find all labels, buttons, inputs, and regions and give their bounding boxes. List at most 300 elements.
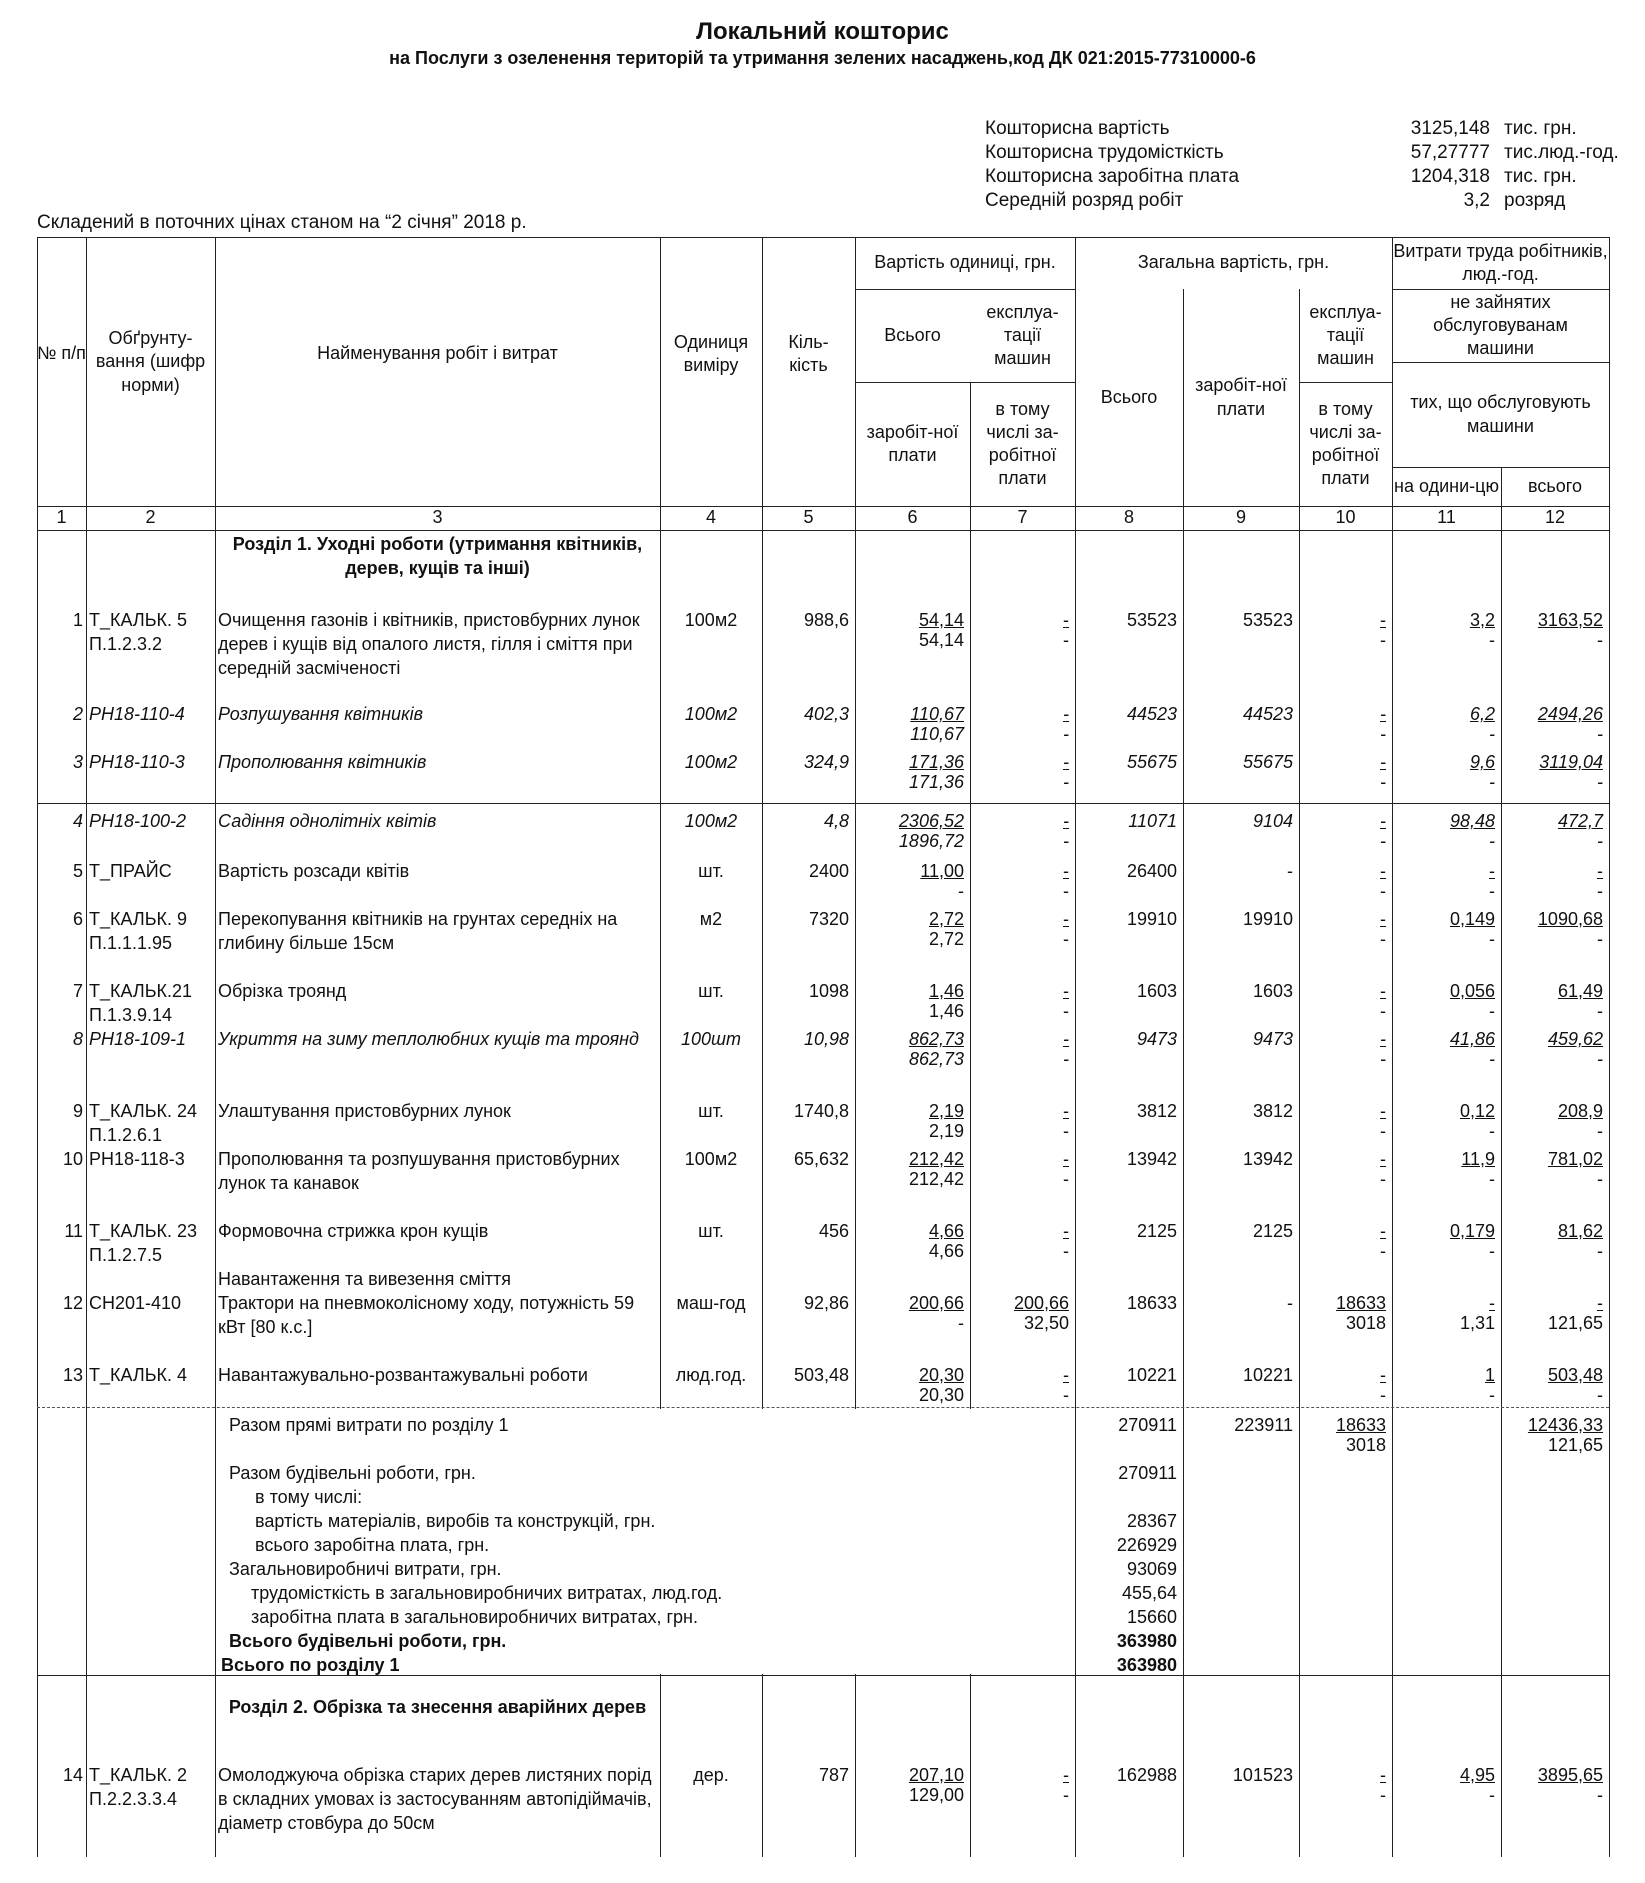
labor-total: 81,62 xyxy=(1557,1221,1603,1241)
work-name: Розпушування квітників xyxy=(218,704,423,724)
norm-code: РН18-118-3 xyxy=(89,1149,185,1169)
total-machines-salary: - xyxy=(1380,1785,1386,1805)
row-number: 9 xyxy=(72,1101,83,1121)
summary-label: Кошторисна заробітна плата xyxy=(985,166,1240,187)
section-title: Розділ 2. Обрізка та знесення аварійних дерев xyxy=(228,1697,647,1717)
summary-value: 57,27777 xyxy=(1410,142,1490,163)
labor-per-unit: 11,9 xyxy=(1461,1149,1495,1169)
summary-value: 3125,148 xyxy=(1410,118,1490,139)
total-cost: 3812 xyxy=(1136,1101,1177,1121)
header-unit: Одиниця виміру xyxy=(673,331,749,375)
unit-cost-total: 110,67 xyxy=(910,704,964,724)
unit-cost-total: 171,36 xyxy=(908,752,964,772)
unit-cost-salary: 110,67 xyxy=(910,724,964,744)
labor-machines-per-unit: - xyxy=(1489,1049,1495,1069)
unit-cost-machines: - xyxy=(1063,981,1069,1001)
total-machines-salary: - xyxy=(1380,630,1386,650)
unit-cost-machines: - xyxy=(1063,1765,1069,1785)
total-machines: - xyxy=(1380,1221,1386,1241)
total-salary: 101523 xyxy=(1232,1765,1293,1785)
header-labor-machines: тих, що обслуговують машини xyxy=(1410,392,1591,436)
totals-line-label: всього заробітна плата, грн. xyxy=(255,1535,490,1555)
row-number: 14 xyxy=(62,1765,83,1785)
quantity: 2400 xyxy=(808,861,849,881)
column-number: 4 xyxy=(705,507,716,528)
total-cost: 10221 xyxy=(1126,1365,1177,1385)
row-number: 3 xyxy=(72,752,83,772)
totals-line-value: 270911 xyxy=(1118,1463,1177,1483)
unit-cost-salary: - xyxy=(958,881,964,901)
unit-cost-salary: 54,14 xyxy=(918,630,964,650)
labor-machines-per-unit: 1,31 xyxy=(1459,1313,1495,1333)
unit-cost-machines: - xyxy=(1063,1365,1069,1385)
quantity: 7320 xyxy=(808,909,849,929)
quantity: 4,8 xyxy=(823,811,849,831)
labor-machines-total: - xyxy=(1597,724,1603,744)
labor-total: 2494,26 xyxy=(1537,704,1603,724)
quantity: 65,632 xyxy=(793,1149,849,1169)
norm-code: РН18-110-4 xyxy=(89,704,185,724)
work-name: Прополювання та розпушування пристовбурних лунок та канавок xyxy=(218,1149,620,1193)
total-salary: 44523 xyxy=(1242,704,1293,724)
labor-per-unit: 98,48 xyxy=(1449,811,1495,831)
unit-cost-machines-salary: - xyxy=(1063,1785,1069,1805)
quantity: 1098 xyxy=(808,981,849,1001)
totals-line-label: заробітна плата в загальновиробничих витратах, грн. xyxy=(251,1607,698,1627)
unit-cost-machines-salary: - xyxy=(1063,929,1069,949)
header-unit-total: Всього xyxy=(884,324,941,345)
total-salary: 2125 xyxy=(1252,1221,1293,1241)
labor-machines-per-unit: - xyxy=(1489,1001,1495,1021)
header-total-salary: заробіт-ної плати xyxy=(1195,375,1287,419)
labor-machines-total: - xyxy=(1597,772,1603,792)
unit-of-measure: 100м2 xyxy=(684,752,738,772)
norm-code: РН18-110-3 xyxy=(89,752,185,772)
unit-cost-total: 212,42 xyxy=(908,1149,964,1169)
total-machines-salary: - xyxy=(1380,1385,1386,1405)
summary-row xyxy=(985,190,1625,214)
header-total-cost: Загальна вартість, грн. xyxy=(1137,252,1330,273)
summary-block xyxy=(985,118,1625,214)
norm-code: РН18-109-1 xyxy=(89,1029,187,1049)
total-cost: 1603 xyxy=(1136,981,1177,1001)
quantity: 324,9 xyxy=(803,752,849,772)
column-divider xyxy=(215,237,216,1857)
total-machines: - xyxy=(1380,1149,1386,1169)
labor-machines-total: - xyxy=(1597,1785,1603,1805)
work-name: Омолоджуюча обрізка старих дерев листяних порід в складних умовах із застосуванням автопідіймачів, діаметр стовбура до 50см xyxy=(218,1765,652,1833)
labor-machines-per-unit: - xyxy=(1489,1785,1495,1805)
totals-line-label: Всього будівельні роботи, грн. xyxy=(229,1631,507,1651)
row-number: 10 xyxy=(62,1149,83,1169)
total-machines: - xyxy=(1380,1029,1386,1049)
quantity: 402,3 xyxy=(803,704,849,724)
labor-total: 3163,52 xyxy=(1537,610,1603,630)
totals-line-value: 28367 xyxy=(1126,1511,1177,1531)
labor-machines-total: - xyxy=(1597,1121,1603,1141)
labor-machines-per-unit: - xyxy=(1489,724,1495,744)
row-number: 2 xyxy=(72,704,83,724)
work-name: Навантажувально-розвантажувальні роботи xyxy=(218,1365,588,1385)
unit-cost-machines: - xyxy=(1063,1029,1069,1049)
total-salary: 13942 xyxy=(1242,1149,1293,1169)
labor-machines-per-unit: - xyxy=(1489,772,1495,792)
labor-machines-per-unit: - xyxy=(1489,630,1495,650)
unit-of-measure: 100шт xyxy=(681,1029,741,1049)
row-number: 4 xyxy=(72,811,83,831)
labor-per-unit: 0,056 xyxy=(1449,981,1495,1001)
summary-unit: тис. грн. xyxy=(1504,166,1577,187)
summary-unit: тис.люд.-год. xyxy=(1504,142,1619,163)
labor-per-unit: - xyxy=(1489,861,1495,881)
labor-machines-per-unit: - xyxy=(1489,1385,1495,1405)
row-number: 11 xyxy=(64,1221,83,1241)
labor-total: 61,49 xyxy=(1557,981,1603,1001)
labor-per-unit: 0,179 xyxy=(1449,1221,1495,1241)
summary-label: Кошторисна вартість xyxy=(985,118,1170,139)
unit-cost-total: 862,73 xyxy=(908,1029,964,1049)
unit-cost-salary: 4,66 xyxy=(928,1241,964,1261)
summary-value: 3,2 xyxy=(1463,190,1490,211)
unit-cost-total: 2306,52 xyxy=(898,811,964,831)
quantity: 10,98 xyxy=(803,1029,849,1049)
row-number: 1 xyxy=(72,610,83,630)
unit-cost-total: 11,00 xyxy=(920,861,964,881)
column-number: 3 xyxy=(432,507,443,528)
row-number: 7 xyxy=(72,981,83,1001)
labor-machines-total: - xyxy=(1597,1241,1603,1261)
unit-cost-machines: - xyxy=(1063,861,1069,881)
unit-cost-total: 207,10 xyxy=(908,1765,964,1785)
unit-of-measure: шт. xyxy=(698,1101,724,1121)
total-machines: 18633 xyxy=(1335,1293,1386,1313)
total-machines-salary: 3018 xyxy=(1345,1313,1386,1333)
work-name: Обрізка троянд xyxy=(218,981,347,1001)
unit-cost-machines-salary: - xyxy=(1063,772,1069,792)
unit-of-measure: шт. xyxy=(698,1221,724,1241)
work-name: Формовочна стрижка крон кущів xyxy=(218,1221,489,1241)
labor-per-unit: 0,149 xyxy=(1449,909,1495,929)
unit-cost-salary: 20,30 xyxy=(918,1385,964,1405)
unit-cost-machines-salary: - xyxy=(1063,1049,1069,1069)
unit-cost-machines: - xyxy=(1063,752,1069,772)
total-cost: 9473 xyxy=(1136,1029,1177,1049)
labor-machines-total: - xyxy=(1597,831,1603,851)
row-number: 6 xyxy=(72,909,83,929)
labor-machines-total: - xyxy=(1597,1169,1603,1189)
total-machines-salary: - xyxy=(1380,881,1386,901)
row-number: 8 xyxy=(72,1029,83,1049)
unit-cost-total: 2,19 xyxy=(928,1101,964,1121)
header-basis: Обґрунту-вання (шифр норми) xyxy=(95,328,206,395)
totals-direct-salary: 223911 xyxy=(1234,1415,1293,1435)
unit-of-measure: 100м2 xyxy=(684,811,738,831)
column-number: 11 xyxy=(1437,507,1456,528)
unit-cost-total: 4,66 xyxy=(928,1221,964,1241)
labor-machines-per-unit: - xyxy=(1489,1169,1495,1189)
total-machines: - xyxy=(1380,1765,1386,1785)
labor-total: - xyxy=(1597,861,1603,881)
header-unit-incl-salary: в тому числі за-робітної плати xyxy=(986,398,1059,489)
labor-total: 1090,68 xyxy=(1537,909,1603,929)
quantity: 787 xyxy=(818,1765,849,1785)
totals-line-value: 363980 xyxy=(1116,1631,1177,1651)
total-machines-salary: - xyxy=(1380,1001,1386,1021)
header-name: Найменування робіт і витрат xyxy=(317,343,558,364)
labor-total: - xyxy=(1597,1293,1603,1313)
labor-total: 208,9 xyxy=(1557,1101,1603,1121)
unit-cost-salary: 129,00 xyxy=(908,1785,964,1805)
column-number: 9 xyxy=(1235,507,1246,528)
totals-separator xyxy=(37,1407,1609,1408)
total-machines-salary: - xyxy=(1380,929,1386,949)
summary-row xyxy=(985,142,1625,166)
unit-of-measure: 100м2 xyxy=(684,610,738,630)
column-number: 5 xyxy=(803,507,814,528)
unit-cost-total: 54,14 xyxy=(918,610,964,630)
summary-label: Кошторисна трудомісткість xyxy=(985,142,1224,163)
unit-cost-machines-salary: - xyxy=(1063,1121,1069,1141)
labor-total: 459,62 xyxy=(1547,1029,1603,1049)
total-machines: - xyxy=(1380,704,1386,724)
unit-cost-total: 1,46 xyxy=(928,981,964,1001)
column-number: 7 xyxy=(1017,507,1028,528)
norm-code: Т_ПРАЙС xyxy=(89,861,172,881)
total-salary: 10221 xyxy=(1242,1365,1293,1385)
labor-machines-total: - xyxy=(1597,1385,1603,1405)
summary-value: 1204,318 xyxy=(1410,166,1490,187)
total-machines: - xyxy=(1380,610,1386,630)
total-machines-salary: - xyxy=(1380,1049,1386,1069)
total-machines: - xyxy=(1380,1365,1386,1385)
total-machines-salary: - xyxy=(1380,831,1386,851)
work-name: Трактори на пневмоколісному ходу, потужність 59 кВт [80 к.с.] xyxy=(218,1293,635,1337)
labor-total: 472,7 xyxy=(1557,811,1603,831)
unit-cost-machines: - xyxy=(1063,1149,1069,1169)
norm-code: Т_КАЛЬК. 5 П.1.2.3.2 xyxy=(89,610,188,654)
unit-cost-machines-salary: - xyxy=(1063,630,1069,650)
row-number: 13 xyxy=(62,1365,83,1385)
total-salary: 53523 xyxy=(1242,610,1293,630)
work-name: Укриття на зиму теплолюбних кущів та троянд xyxy=(218,1029,639,1049)
quantity: 1740,8 xyxy=(793,1101,849,1121)
labor-machines-total: - xyxy=(1597,881,1603,901)
labor-machines-total: - xyxy=(1597,1001,1603,1021)
labor-machines-total: - xyxy=(1597,929,1603,949)
column-number: 6 xyxy=(907,507,918,528)
totals-line-value: 455,64 xyxy=(1121,1583,1177,1603)
totals-line-label: трудомісткість в загальновиробничих витратах, люд.год. xyxy=(251,1583,723,1603)
unit-of-measure: 100м2 xyxy=(684,1149,738,1169)
unit-of-measure: дер. xyxy=(693,1765,729,1785)
header-labor-not-machines: не зайнятих обслуговуванам машини xyxy=(1433,291,1568,359)
prices-note: Складений в поточних цінах станом на “2 січня” 2018 р. xyxy=(37,212,527,233)
labor-machines-per-unit: - xyxy=(1489,1121,1495,1141)
unit-cost-machines: - xyxy=(1063,1101,1069,1121)
header-total-machines: експлуа-тації машин xyxy=(1309,301,1382,369)
header-labor-total: всього xyxy=(1528,475,1582,496)
labor-total: 503,48 xyxy=(1547,1365,1603,1385)
column-number: 8 xyxy=(1123,507,1134,528)
work-name: Перекопування квітників на грунтах середніх на глибину більше 15см xyxy=(218,909,618,953)
work-name: Прополювання квітників xyxy=(218,752,427,772)
norm-code: СН201-410 xyxy=(89,1293,182,1313)
labor-per-unit: 9,6 xyxy=(1469,752,1495,772)
norm-code: Т_КАЛЬК.21 П.1.3.9.14 xyxy=(89,981,193,1025)
header-total-all: Всього xyxy=(1100,386,1158,407)
row-number: 12 xyxy=(62,1293,83,1313)
header-quantity: Кіль-кість xyxy=(788,331,829,375)
unit-cost-total: 200,66 xyxy=(908,1293,964,1313)
row-separator xyxy=(37,803,1609,804)
norm-code: РН18-100-2 xyxy=(89,811,187,831)
total-machines: - xyxy=(1380,1101,1386,1121)
work-prefix: Навантаження та вивезення сміття xyxy=(218,1269,512,1289)
unit-cost-machines: - xyxy=(1063,610,1069,630)
unit-cost-machines-salary: - xyxy=(1063,724,1069,744)
header-total-incl-salary: в тому числі за-робітної плати xyxy=(1309,398,1382,489)
unit-cost-machines-salary: - xyxy=(1063,881,1069,901)
labor-total: 3119,04 xyxy=(1539,752,1603,772)
unit-cost-machines: - xyxy=(1063,704,1069,724)
column-number: 2 xyxy=(145,507,156,528)
unit-cost-total: 2,72 xyxy=(928,909,964,929)
header-unit-salary: заробіт-ної плати xyxy=(866,421,959,465)
totals-line-value: 93069 xyxy=(1126,1559,1177,1579)
unit-cost-machines: 200,66 xyxy=(1013,1293,1069,1313)
unit-of-measure: люд.год. xyxy=(675,1365,747,1385)
total-machines-salary: - xyxy=(1380,1121,1386,1141)
total-salary: - xyxy=(1287,1293,1293,1313)
labor-machines-per-unit: - xyxy=(1489,929,1495,949)
quantity: 456 xyxy=(818,1221,849,1241)
quantity: 503,48 xyxy=(793,1365,849,1385)
unit-cost-total: 20,30 xyxy=(918,1365,964,1385)
labor-machines-total: - xyxy=(1597,630,1603,650)
document-subtitle: на Послуги з озеленення територій та утримання зелених насаджень,код ДК 021:2015-77310000-6 xyxy=(389,48,1256,68)
norm-code: Т_КАЛЬК. 4 xyxy=(89,1365,188,1385)
totals-direct-cost: 270911 xyxy=(1118,1415,1177,1435)
header-labor-per-unit: на одини-цю xyxy=(1394,475,1499,496)
labor-per-unit: - xyxy=(1489,1293,1495,1313)
unit-cost-salary: 212,42 xyxy=(908,1169,964,1189)
unit-cost-machines-salary: - xyxy=(1063,1241,1069,1261)
header-labor: Витрати труда робітників, люд.-год. xyxy=(1393,240,1608,284)
labor-per-unit: 0,12 xyxy=(1459,1101,1495,1121)
totals-line-value: 226929 xyxy=(1116,1535,1177,1555)
summary-unit: розряд xyxy=(1504,190,1566,211)
total-cost: 162988 xyxy=(1116,1765,1177,1785)
labor-machines-total: - xyxy=(1597,1049,1603,1069)
total-machines-salary: - xyxy=(1380,724,1386,744)
unit-cost-salary: 1896,72 xyxy=(898,831,964,851)
unit-cost-machines-salary: 32,50 xyxy=(1023,1313,1069,1333)
unit-cost-machines-salary: - xyxy=(1063,831,1069,851)
total-salary: 9104 xyxy=(1252,811,1293,831)
unit-cost-machines: - xyxy=(1063,811,1069,831)
total-machines: - xyxy=(1380,861,1386,881)
totals-line-label: Всього по розділу 1 xyxy=(221,1655,400,1675)
labor-machines-per-unit: - xyxy=(1489,831,1495,851)
column-number: 10 xyxy=(1335,507,1356,528)
total-salary: 3812 xyxy=(1252,1101,1293,1121)
unit-cost-salary: - xyxy=(958,1313,964,1333)
total-salary: 55675 xyxy=(1242,752,1293,772)
totals-line-value: 363980 xyxy=(1116,1655,1177,1675)
unit-cost-machines-salary: - xyxy=(1063,1001,1069,1021)
column-number: 1 xyxy=(56,507,67,528)
total-machines-salary: - xyxy=(1380,1169,1386,1189)
total-machines: - xyxy=(1380,752,1386,772)
total-cost: 53523 xyxy=(1126,610,1177,630)
header-unit-cost: Вартість одиниці, грн. xyxy=(874,252,1056,273)
totals-direct-label: Разом прямі витрати по розділу 1 xyxy=(229,1415,509,1435)
total-machines-salary: - xyxy=(1380,1241,1386,1261)
total-cost: 55675 xyxy=(1126,752,1177,772)
norm-code: Т_КАЛЬК. 9 П.1.1.1.95 xyxy=(89,909,188,953)
labor-machines-total: 121,65 xyxy=(1547,1313,1603,1333)
totals-direct-machines-salary: 3018 xyxy=(1345,1435,1386,1455)
labor-per-unit: 1 xyxy=(1484,1365,1495,1385)
total-salary: 19910 xyxy=(1242,909,1293,929)
total-cost: 2125 xyxy=(1136,1221,1177,1241)
labor-per-unit: 6,2 xyxy=(1469,704,1495,724)
unit-cost-machines: - xyxy=(1063,909,1069,929)
total-machines: - xyxy=(1380,811,1386,831)
work-name: Очищення газонів і квітників, пристовбурних лунок дерев і кущів від опалого листя, гілля і сміття при середній засміченості xyxy=(218,610,640,678)
summary-label: Середній розряд робіт xyxy=(985,190,1184,211)
total-machines: - xyxy=(1380,909,1386,929)
labor-per-unit: 41,86 xyxy=(1449,1029,1495,1049)
totals-line-label: Загальновиробничі витрати, грн. xyxy=(229,1559,502,1579)
header-number: № п/п xyxy=(37,343,86,364)
work-name: Вартість розсади квітів xyxy=(218,861,410,881)
column-number: 12 xyxy=(1544,507,1566,528)
column-divider xyxy=(86,237,87,1857)
total-salary: 9473 xyxy=(1252,1029,1293,1049)
summary-unit: тис. грн. xyxy=(1504,118,1577,139)
labor-per-unit: 4,95 xyxy=(1459,1765,1495,1785)
norm-code: Т_КАЛЬК. 2 П.2.2.3.3.4 xyxy=(89,1765,188,1809)
totals-line-value: 15660 xyxy=(1126,1607,1177,1627)
labor-total: 3895,65 xyxy=(1537,1765,1603,1785)
header-divider xyxy=(37,530,1609,531)
work-name: Садіння однолітніх квітів xyxy=(218,811,437,831)
totals-direct-labor: 12436,33 xyxy=(1527,1415,1603,1435)
total-salary: - xyxy=(1287,861,1293,881)
unit-cost-machines-salary: - xyxy=(1063,1169,1069,1189)
section-title: Розділ 1. Уходні роботи (утримання квітників, дерев, кущів та інші) xyxy=(232,534,643,578)
row-number: 5 xyxy=(72,861,83,881)
unit-cost-salary: 2,19 xyxy=(928,1121,964,1141)
quantity: 92,86 xyxy=(803,1293,849,1313)
labor-total: 781,02 xyxy=(1547,1149,1603,1169)
labor-machines-per-unit: - xyxy=(1489,881,1495,901)
unit-of-measure: шт. xyxy=(698,861,724,881)
unit-cost-salary: 2,72 xyxy=(928,929,964,949)
unit-of-measure: м2 xyxy=(699,909,723,929)
totals-direct-labor-machines: 121,65 xyxy=(1547,1435,1603,1455)
total-cost: 26400 xyxy=(1126,861,1177,881)
unit-cost-machines-salary: - xyxy=(1063,1385,1069,1405)
norm-code: Т_КАЛЬК. 24 П.1.2.6.1 xyxy=(89,1101,198,1145)
norm-code: Т_КАЛЬК. 23 П.1.2.7.5 xyxy=(89,1221,198,1265)
total-cost: 18633 xyxy=(1126,1293,1177,1313)
labor-machines-per-unit: - xyxy=(1489,1241,1495,1261)
unit-of-measure: шт. xyxy=(698,981,724,1001)
unit-of-measure: 100м2 xyxy=(684,704,738,724)
summary-row xyxy=(985,166,1625,190)
